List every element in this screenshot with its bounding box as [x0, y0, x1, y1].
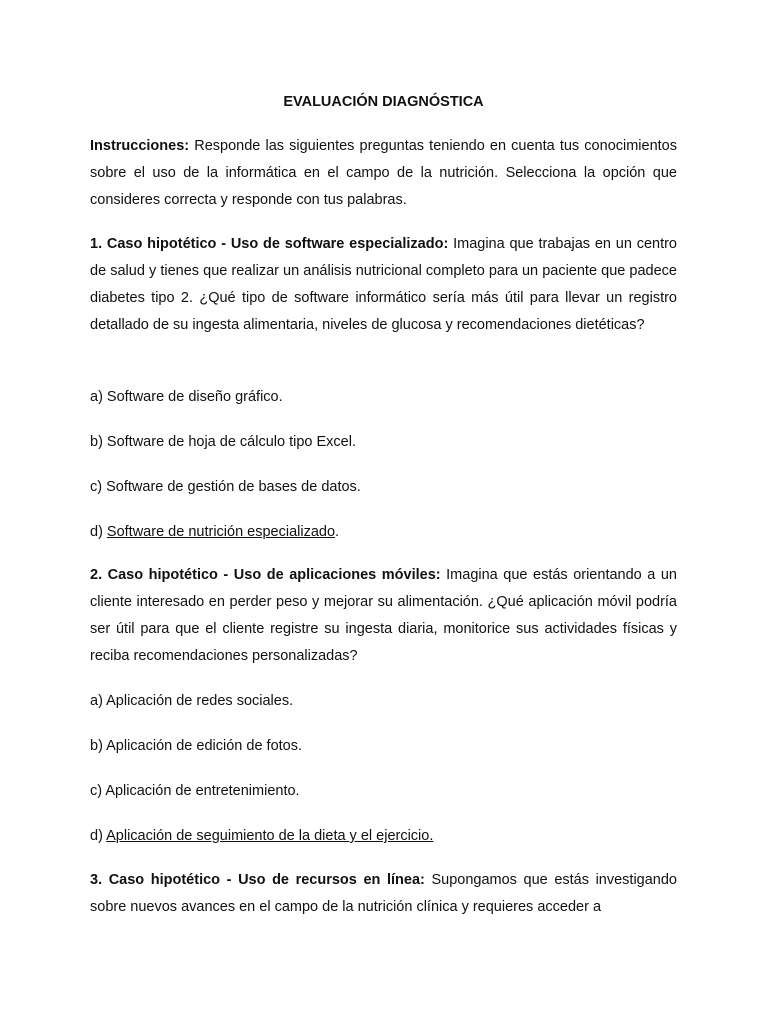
- question-1-text: Imagina que trabajas en un centro de salud y tienes que realizar un análisis nutricional completo para un paciente que padece diabetes tipo 2. ¿Qué tipo de software informático sería más útil para llevar un registro detallado de su ingesta alimentaria, niveles de glucosa y recomendaciones dietéticas?: [90, 236, 677, 333]
- option-text: Software de gestión de bases de datos.: [106, 479, 361, 495]
- question-1-option-a: [90, 388, 677, 406]
- option-prefix: b): [90, 738, 107, 754]
- option-prefix: a): [90, 693, 107, 709]
- question-2-option-d: [90, 827, 677, 845]
- question-3-text: Supongamos que estás investigando sobre nuevos avances en el campo de la nutrición clínica y requieres acceder a: [90, 872, 677, 915]
- question-2-paragraph: [90, 562, 677, 670]
- option-text: Aplicación de entretenimiento.: [105, 783, 300, 799]
- question-1-option-b: [90, 433, 677, 451]
- option-text: Aplicación de edición de fotos.: [106, 738, 303, 754]
- option-text: Software de diseño gráfico.: [106, 389, 283, 405]
- instructions-text: Responde las siguientes preguntas teniendo en cuenta tus conocimientos sobre el uso de la informática en el campo de la nutrición. Selecciona la opción que consideres correcta y responde con tus palabras.: [90, 138, 677, 208]
- instructions-label: Instrucciones:: [90, 138, 190, 154]
- question-2-option-b: [90, 737, 677, 755]
- option-prefix: b): [90, 434, 107, 450]
- option-prefix: c): [90, 783, 106, 799]
- question-2-option-c: [90, 782, 677, 800]
- instructions-paragraph: [90, 133, 677, 214]
- question-2-text: Imagina que estás orientando a un cliente interesado en perder peso y mejorar su alimentación. ¿Qué aplicación móvil podría ser útil para que el cliente registre su ingesta diaria, monitorice sus actividades físicas y reciba recomendaciones personalizadas?: [90, 567, 677, 664]
- option-prefix: c): [90, 479, 107, 495]
- question-3-heading: 3. Caso hipotético - Uso de recursos en línea:: [90, 872, 425, 888]
- question-1-option-d: [90, 523, 677, 541]
- option-prefix: d): [90, 828, 107, 844]
- question-1-option-c: [90, 478, 677, 496]
- option-text-selected: Software de nutrición especializado: [106, 524, 336, 540]
- question-1-heading: 1. Caso hipotético - Uso de software especializado:: [90, 236, 449, 252]
- option-prefix: a): [90, 389, 107, 405]
- question-2-heading: 2. Caso hipotético - Uso de aplicaciones móviles:: [90, 567, 441, 583]
- document-title: EVALUACIÓN DIAGNÓSTICA: [283, 94, 484, 110]
- question-3-paragraph: [90, 867, 677, 921]
- option-text: Software de hoja de cálculo tipo Excel.: [106, 434, 356, 450]
- question-1-paragraph: [90, 231, 677, 339]
- option-text: Aplicación de redes sociales.: [106, 693, 294, 709]
- option-suffix: .: [335, 524, 340, 540]
- question-2-option-a: [90, 692, 677, 710]
- option-text-selected: Aplicación de seguimiento de la dieta y el ejercicio.: [106, 828, 434, 844]
- option-prefix: d): [90, 524, 107, 540]
